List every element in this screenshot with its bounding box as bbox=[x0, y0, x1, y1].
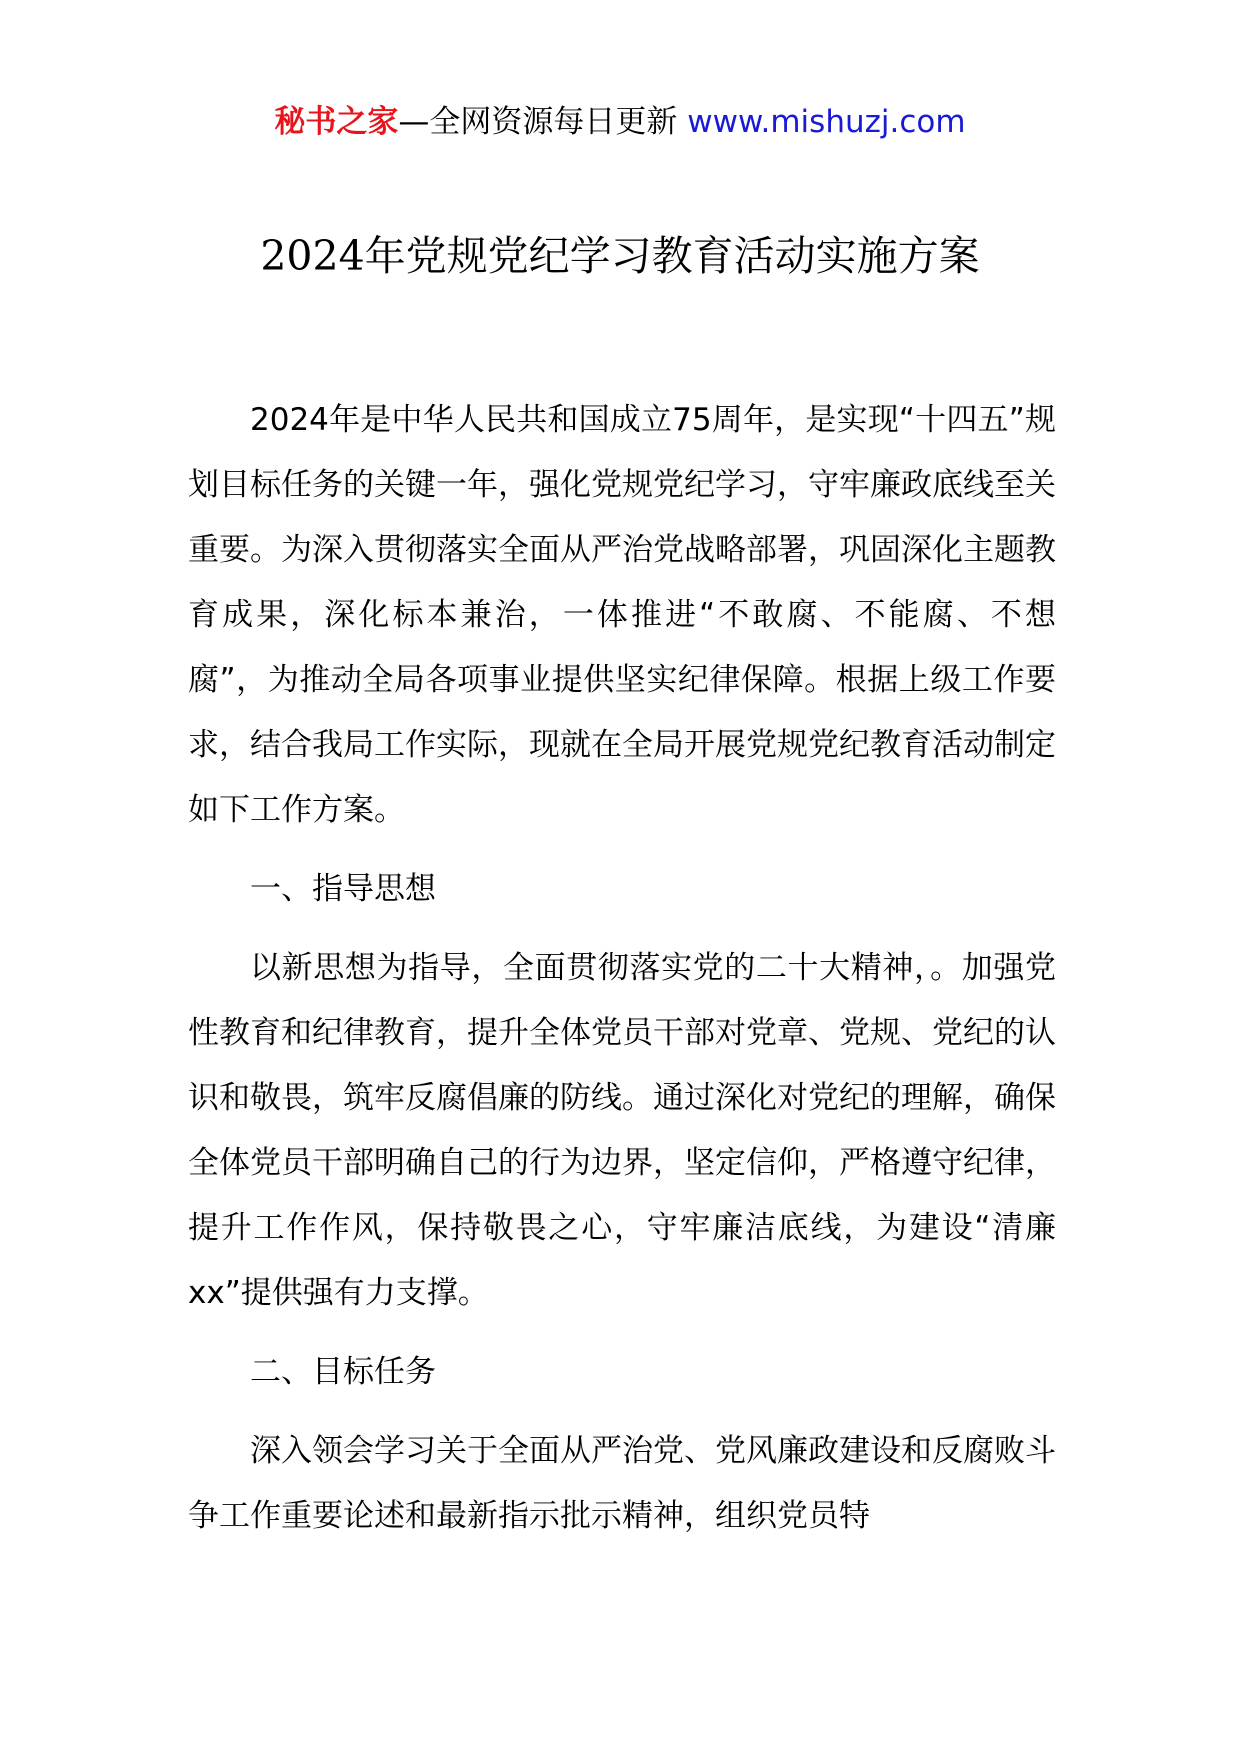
document-title: 2024年党规党纪学习教育活动实施方案 bbox=[260, 232, 980, 280]
document-body bbox=[188, 388, 1056, 1549]
site-banner bbox=[0, 100, 1240, 144]
section-heading-guiding-ideology: 一、指导思想 bbox=[250, 871, 436, 907]
brand-name: 秘书之家 bbox=[274, 104, 399, 140]
section-heading-objectives: 二、目标任务 bbox=[250, 1354, 436, 1390]
banner-tagline: —全网资源每日更新 bbox=[398, 104, 688, 140]
objectives-paragraph: 深入领会学习关于全面从严治党、党风廉政建设和反腐败斗争工作重要论述和最新指示批示精神，组织党员特 bbox=[188, 1433, 1056, 1534]
site-url[interactable]: www.mishuzj.com bbox=[687, 104, 966, 140]
guiding-ideology-paragraph: 以新思想为指导，全面贯彻落实党的二十大精神，。加强党性教育和纪律教育，提升全体党员干部对党章、党规、党纪的认识和敬畏，筑牢反腐倡廉的防线。通过深化对党纪的理解，确保全体党员干部明确自己的行为边界，坚定信仰，严格遵守纪律，提升工作作风，保持敬畏之心，守牢廉洁底线，为建设“清廉xx”提供强有力支撑。 bbox=[188, 950, 1056, 1311]
intro-paragraph: 2024年是中华人民共和国成立75周年，是实现“十四五”规划目标任务的关键一年，强化党规党纪学习，守牢廉政底线至关重要。为深入贯彻落实全面从严治党战略部署，巩固深化主题教育成果，深化标本兼治，一体推进“不敢腐、不能腐、不想腐”，为推动全局各项事业提供坚实纪律保障。根据上级工作要求，结合我局工作实际，现就在全局开展党规党纪教育活动制定如下工作方案。 bbox=[188, 402, 1056, 828]
